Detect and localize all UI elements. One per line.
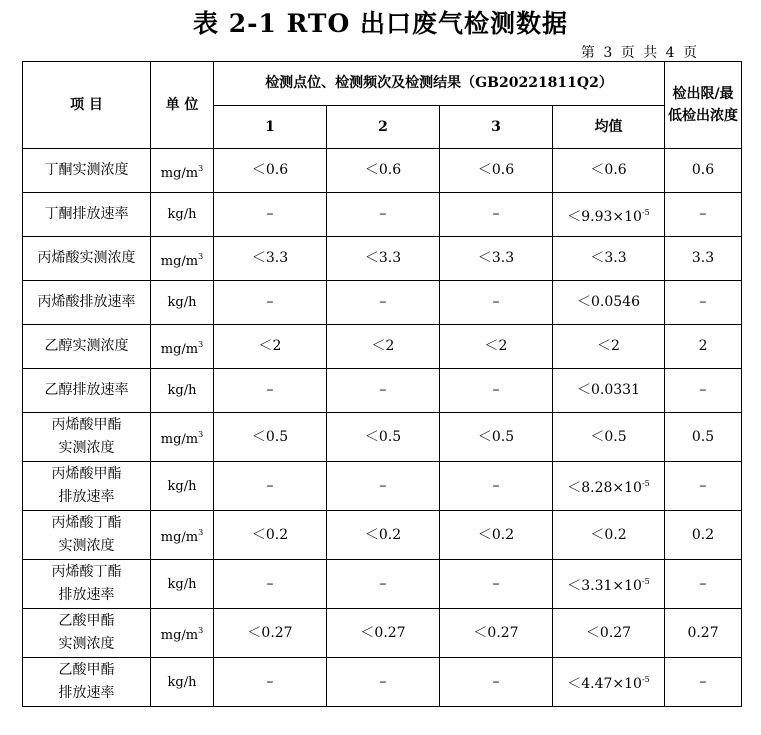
row-item-line1: 乙酸甲酯 <box>58 662 115 678</box>
header-col-avg: 均值 <box>553 106 665 149</box>
row-value-1: – <box>214 560 327 609</box>
row-value-2: ＜2 <box>327 325 440 369</box>
row-unit: $mg/m^3$ <box>151 609 214 658</box>
row-item-line2: 实测浓度 <box>58 440 115 456</box>
row-unit: kg/h <box>151 193 214 237</box>
row-value-3: – <box>440 193 553 237</box>
unit-superscript: 3 <box>198 528 204 537</box>
row-item-line1: 丙烯酸丁酯 <box>51 515 122 531</box>
row-average: ＜0.0546 <box>553 281 665 325</box>
table-row <box>23 193 742 237</box>
header-detect-limit: 检出限/最低检出浓度 <box>665 62 742 149</box>
row-item-line2: 排放速率 <box>58 685 115 701</box>
row-average: ＜2 <box>553 325 665 369</box>
row-value-2: – <box>327 281 440 325</box>
row-item <box>23 609 151 658</box>
row-value-2: ＜0.27 <box>327 609 440 658</box>
row-unit: kg/h <box>151 560 214 609</box>
header-col-1: 1 <box>214 106 327 149</box>
row-value-1: ＜0.5 <box>214 413 327 462</box>
row-value-2: – <box>327 658 440 707</box>
row-average: ＜0.2 <box>553 511 665 560</box>
row-value-3: ＜2 <box>440 325 553 369</box>
row-item <box>23 511 151 560</box>
row-value-1: – <box>214 281 327 325</box>
row-average: ＜0.6 <box>553 149 665 193</box>
row-average: ＜0.5 <box>553 413 665 462</box>
row-value-2: – <box>327 462 440 511</box>
row-item <box>23 462 151 511</box>
exponent-superscript: -5 <box>641 479 650 488</box>
row-detect-limit: 3.3 <box>665 237 742 281</box>
unit-superscript: 3 <box>198 339 204 349</box>
row-detect-limit: – <box>665 369 742 413</box>
table-row <box>23 325 742 369</box>
unit-superscript: 3 <box>198 626 204 635</box>
row-item <box>23 413 151 462</box>
row-item: 乙醇排放速率 <box>23 369 151 413</box>
row-value-1: – <box>214 658 327 707</box>
row-value-3: – <box>440 369 553 413</box>
row-value-3: ＜0.6 <box>440 149 553 193</box>
table-row <box>23 149 742 193</box>
row-item-line2: 排放速率 <box>58 489 115 505</box>
unit-superscript: 3 <box>198 163 204 173</box>
row-detect-limit: 0.27 <box>665 609 742 658</box>
row-value-1: – <box>214 462 327 511</box>
header-item: 项 目 <box>23 62 151 149</box>
row-average: $<4.47\times 10^{-5}$ <box>553 658 665 707</box>
table-row <box>23 560 742 609</box>
row-unit: $mg/m^3$ <box>151 511 214 560</box>
emission-data-table <box>22 61 742 707</box>
row-value-3: – <box>440 560 553 609</box>
table-row <box>23 369 742 413</box>
row-item-line1: 丙烯酸甲酯 <box>51 417 122 433</box>
row-unit: kg/h <box>151 281 214 325</box>
row-value-1: ＜3.3 <box>214 237 327 281</box>
table-body <box>23 149 742 707</box>
row-value-1: ＜0.6 <box>214 149 327 193</box>
row-average: ＜0.27 <box>553 609 665 658</box>
row-value-3: ＜3.3 <box>440 237 553 281</box>
row-average: ＜0.0331 <box>553 369 665 413</box>
row-value-2: ＜3.3 <box>327 237 440 281</box>
row-unit: kg/h <box>151 658 214 707</box>
row-detect-limit: – <box>665 193 742 237</box>
table-row <box>23 609 742 658</box>
header-col-2: 2 <box>327 106 440 149</box>
row-item: 丙烯酸实测浓度 <box>23 237 151 281</box>
row-detect-limit: – <box>665 462 742 511</box>
row-detect-limit: 0.5 <box>665 413 742 462</box>
row-value-2: – <box>327 560 440 609</box>
row-item: 丙烯酸排放速率 <box>23 281 151 325</box>
table-row <box>23 511 742 560</box>
row-item <box>23 658 151 707</box>
exponent-superscript: -5 <box>641 577 650 586</box>
row-value-2: ＜0.2 <box>327 511 440 560</box>
row-item: 乙醇实测浓度 <box>23 325 151 369</box>
header-group: 检测点位、检测频次及检测结果（GB20221811Q2） <box>214 62 665 106</box>
row-detect-limit: 0.2 <box>665 511 742 560</box>
row-item: 丁酮排放速率 <box>23 193 151 237</box>
row-detect-limit: 0.6 <box>665 149 742 193</box>
row-average: $<3.31\times 10^{-5}$ <box>553 560 665 609</box>
unit-superscript: 3 <box>198 251 204 261</box>
row-unit: $mg/m^3$ <box>151 325 214 369</box>
row-item-line2: 排放速率 <box>58 587 115 603</box>
header-unit: 单 位 <box>151 62 214 149</box>
unit-superscript: 3 <box>198 430 204 439</box>
row-average: $<8.28\times 10^{-5}$ <box>553 462 665 511</box>
header-col-3: 3 <box>440 106 553 149</box>
row-value-1: – <box>214 369 327 413</box>
row-value-3: ＜0.2 <box>440 511 553 560</box>
row-item-line2: 实测浓度 <box>58 538 115 554</box>
row-unit: kg/h <box>151 462 214 511</box>
table-row <box>23 237 742 281</box>
row-unit: $mg/m^3$ <box>151 237 214 281</box>
row-item <box>23 560 151 609</box>
page-number: 第 3 页 共 4 页 <box>580 45 699 61</box>
row-item: 丁酮实测浓度 <box>23 149 151 193</box>
row-item-line2: 实测浓度 <box>58 636 115 652</box>
row-item-line1: 丙烯酸丁酯 <box>51 564 122 580</box>
table-row <box>23 413 742 462</box>
table-header <box>23 62 742 149</box>
exponent-superscript: -5 <box>641 675 650 684</box>
row-detect-limit: 2 <box>665 325 742 369</box>
row-detect-limit: – <box>665 281 742 325</box>
row-item-line1: 丙烯酸甲酯 <box>51 466 122 482</box>
row-value-1: ＜0.2 <box>214 511 327 560</box>
row-value-2: ＜0.5 <box>327 413 440 462</box>
row-unit: kg/h <box>151 369 214 413</box>
row-item-line1: 乙酸甲酯 <box>58 613 115 629</box>
row-detect-limit: – <box>665 560 742 609</box>
table-row <box>23 281 742 325</box>
row-value-1: ＜2 <box>214 325 327 369</box>
table-row <box>23 462 742 511</box>
row-detect-limit: – <box>665 658 742 707</box>
table-row <box>23 658 742 707</box>
row-value-3: ＜0.5 <box>440 413 553 462</box>
row-unit: $mg/m^3$ <box>151 413 214 462</box>
exponent-superscript: -5 <box>641 207 650 217</box>
row-value-3: – <box>440 462 553 511</box>
row-value-3: ＜0.27 <box>440 609 553 658</box>
row-value-2: – <box>327 369 440 413</box>
row-unit: $mg/m^3$ <box>151 149 214 193</box>
row-value-2: ＜0.6 <box>327 149 440 193</box>
row-value-2: – <box>327 193 440 237</box>
table-title: 表 2-1 RTO 出口废气检测数据 <box>193 9 568 38</box>
row-average: $<9.93\times 10^{-5}$ <box>553 193 665 237</box>
row-value-1: – <box>214 193 327 237</box>
row-value-3: – <box>440 658 553 707</box>
row-average: ＜3.3 <box>553 237 665 281</box>
row-value-1: ＜0.27 <box>214 609 327 658</box>
row-value-3: – <box>440 281 553 325</box>
